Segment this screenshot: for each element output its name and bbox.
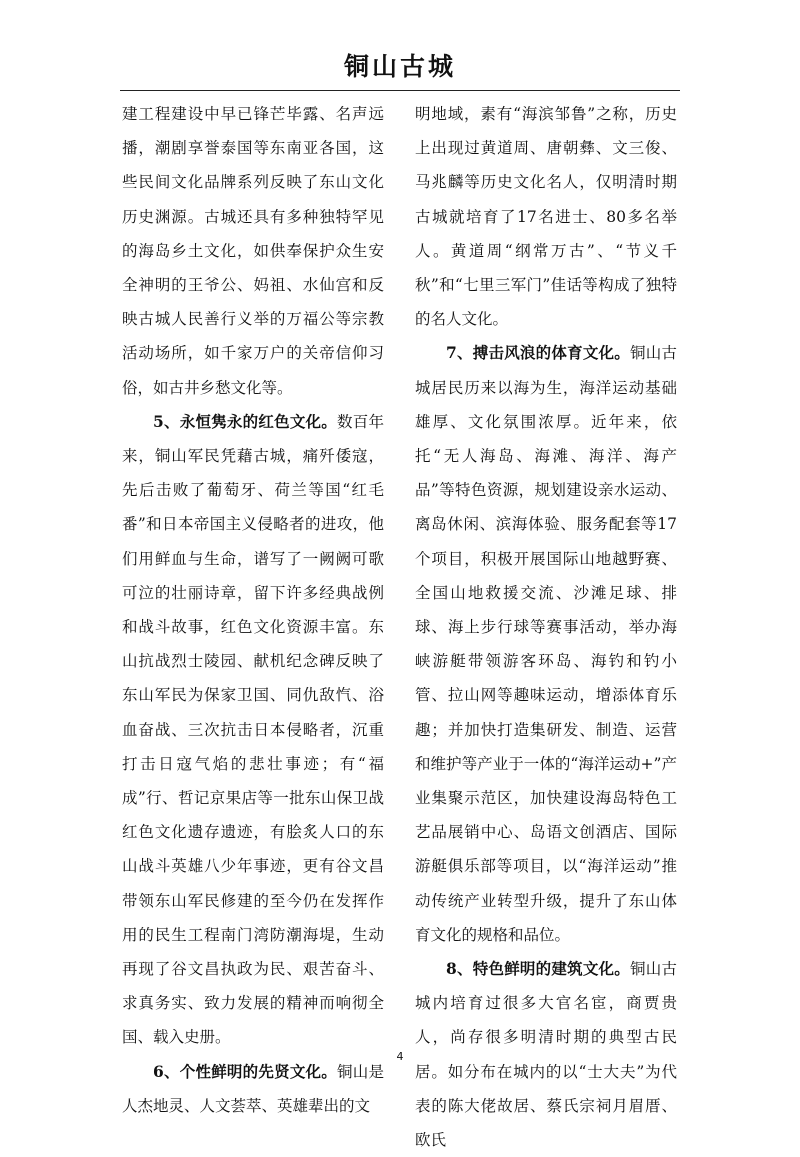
section-5-body: 数百年来，铜山军民凭藉古城，痛歼倭寇，先后击败了葡萄牙、荷兰等国“红毛番”和日本帝国主义侵略者的进攻，他们用鲜血与生命，谱写了一阙阙可歌可泣的壮丽诗章，留下许多经典战例和战斗故事，红色文化资源丰富。东山抗战烈士陵园、献机纪念碑反映了东山军民为保家卫国、同仇敌忾、浴血奋战、三次抗击日本侵略者，沉重打击日寇气焰的悲壮事迹；有“福成”行、哲记京果店等一批东山保卫战红色文化遗存遗迹，有脍炙人口的东山战斗英雄八少年事迹，更有谷文昌带领东山军民修建的至今仍在发挥作用的民生工程南门湾防潮海堤，生动再现了谷文昌执政为民、艰苦奋斗、求真务实、致力发展的精神而响彻全国、载入史册。 <box>122 412 384 1047</box>
section-5-heading: 5、永恒隽永的红色文化。 <box>153 411 338 431</box>
right-column <box>415 97 677 1157</box>
section-7-paragraph <box>415 336 677 952</box>
running-header <box>120 44 680 90</box>
section-8-body: 铜山古城内培育过很多大官名宦，商贾贵人，尚存很多明清时期的典型古民居。如分布在城内的以“士大夫”为代表的陈大佬故居、蔡氏宗祠月眉厝、欧氏 <box>415 960 677 1150</box>
section-6-body: 铜山是人杰地灵、人文荟萃、英雄辈出的文 <box>122 1062 384 1115</box>
section-6-continued: 明地域，素有“海滨邹鲁”之称，历史上出现过黄道周、唐朝彝、文三俊、马兆麟等历史文化名人，仅明清时期古城就培育了17名进士、80多名举人。黄道周“纲常万古”、“节义千秋”和“七里三军门”佳话等构成了独特的名人文化。 <box>415 105 677 329</box>
page-number: 4 <box>396 1050 404 1063</box>
section-7-body: 铜山古城居民历来以海为生，海洋运动基础雄厚、文化氛围浓厚。近年来，依托“无人海岛、海滩、海洋、海产品”等特色资源，规划建设亲水运动、离岛休闲、滨海体验、服务配套等17个项目，积极开展国际山地越野赛、全国山地救援交流、沙滩足球、排球、海上步行球等赛事活动，举办海峡游艇带领游客环岛、海钓和钓小管、拉山网等趣味运动，增添体育乐趣；并加快打造集研发、制造、运营和维护等产业于一体的“海洋运动+”产业集聚示范区，加快建设海岛特色工艺品展销中心、岛语文创酒店、国际游艇俱乐部等项目，以“海洋运动”推动传统产业转型升级，提升了东山体育文化的规格和品位。 <box>415 344 677 944</box>
header-title: 铜山古城 <box>343 52 456 81</box>
left-column <box>122 97 384 1123</box>
header-rule <box>120 90 680 91</box>
section-6-paragraph <box>122 1055 384 1123</box>
section-5-paragraph <box>122 405 384 1055</box>
section-6-heading: 6、个性鲜明的先贤文化。 <box>153 1061 338 1081</box>
section-7-heading: 7、搏击风浪的体育文化。 <box>446 343 631 363</box>
paragraph-continued: 建工程建设中早已锋芒毕露、名声远播，潮剧享誉泰国等东南亚各国，这些民间文化品牌系列反映了东山文化历史渊源。古城还具有多种独特罕见的海岛乡土文化，如供奉保护众生安全神明的王爷公、妈祖、水仙宫和反映古城人民善行义举的万福公等宗教活动场所，如千家万户的关帝信仰习俗，如古井乡愁文化等。 <box>122 105 384 397</box>
section-8-heading: 8、特色鲜明的建筑文化。 <box>446 959 631 979</box>
